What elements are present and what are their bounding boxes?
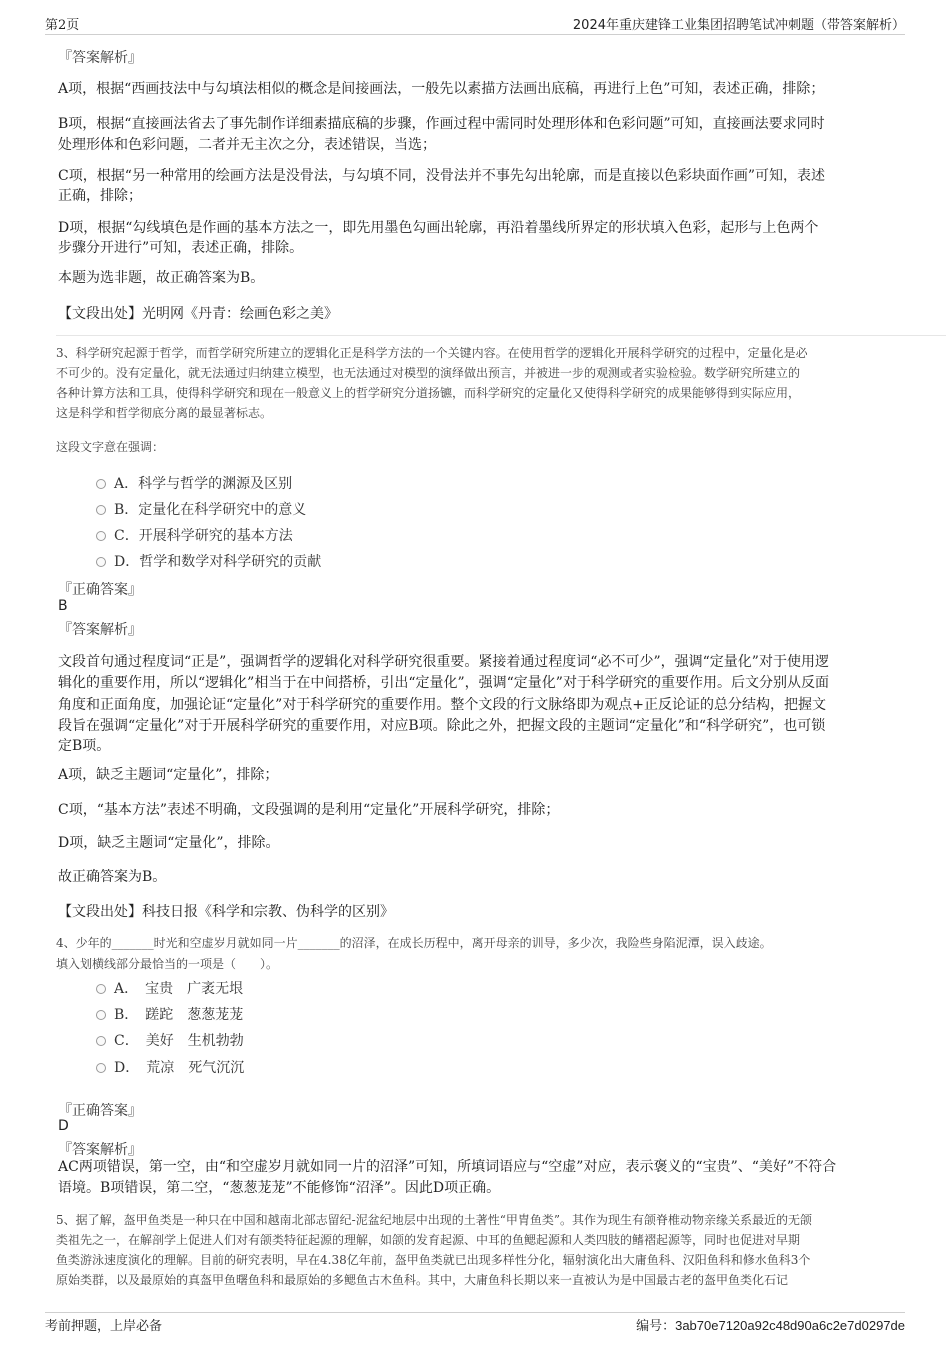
q2-source: 【文段出处】光明网《丹青：绘画色彩之美》 <box>58 306 338 322</box>
q3-analysis-line: 定B项。 <box>58 738 111 754</box>
q4-correct-answer: D <box>58 1118 69 1134</box>
radio-icon[interactable] <box>96 557 106 567</box>
q2-analysis-label: 『答案解析』 <box>58 50 142 66</box>
document-title: 2024年重庆建锋工业集团招聘笔试冲刺题（带答案解析） <box>572 18 905 33</box>
document-id-label: 编号： <box>636 1319 676 1334</box>
radio-icon[interactable] <box>96 531 106 541</box>
q2-analysis-d-line1: D项，根据“勾线填色是作画的基本方法之一，即先用墨色勾画出轮廓，再沿着墨线所界定的形状填入色彩，起形与上色两个 <box>58 220 819 236</box>
option-label: C．开展科学研究的基本方法 <box>114 528 293 544</box>
q5-stem-line: 原始类群，以及最原始的真盔甲鱼曙鱼科和最原始的多鳃鱼古木鱼科。其中，大庸鱼科长期以来一直被认为是中国最古老的盔甲鱼类化石记 <box>56 1273 789 1287</box>
q2-analysis-b-line1: B项，根据“直接画法省去了事先制作详细素描底稿的步骤，作画过程中需同时处理形体和色彩问题”可知，直接画法要求同时 <box>58 116 825 132</box>
q3-source: 【文段出处】科技日报《科学和宗教、伪科学的区别》 <box>58 904 394 920</box>
option-label: D．哲学和数学对科学研究的贡献 <box>114 554 322 570</box>
option-label: D． 荒凉 死气沉沉 <box>114 1060 245 1076</box>
q2-analysis-d-line2: 步骤分开进行”可知，表述正确，排除。 <box>58 240 304 256</box>
q3-analysis-a: A项，缺乏主题词“定量化”，排除； <box>58 767 279 783</box>
radio-icon[interactable] <box>96 479 106 489</box>
q5-stem-line: 5、据了解，盔甲鱼类是一种只在中国和越南北部志留纪-泥盆纪地层中出现的土著性“甲胄鱼类”。其作为现生有颌脊椎动物亲缘关系最近的无颌 <box>56 1213 812 1227</box>
radio-icon[interactable] <box>96 984 106 994</box>
option-label: A．科学与哲学的渊源及区别 <box>114 476 293 492</box>
q2-analysis-c-line2: 正确，排除； <box>58 188 142 204</box>
q4-option-d[interactable] <box>96 1057 244 1077</box>
radio-icon[interactable] <box>96 1036 106 1046</box>
divider <box>56 335 946 336</box>
option-label: A． 宝贵 广袤无垠 <box>114 981 244 997</box>
q3-stem-line: 不可少的。没有定量化，就无法通过归纳建立模型，也无法通过对模型的演绎做出预言，并被进一步的观测或者实验检验。数学研究所建立的 <box>56 366 801 380</box>
q4-stem: 4、少年的_______时光和空虚岁月就如同一片_______的沼泽，在成长历程中，离开母亲的训导，多少次，我险些身陷泥潭，误入歧途。 <box>56 936 772 950</box>
document-id <box>636 1315 905 1334</box>
q4-correct-label: 『正确答案』 <box>58 1103 142 1119</box>
q3-analysis-c: C项，“基本方法”表述不明确，文段强调的是利用“定量化”开展科学研究，排除； <box>58 802 560 818</box>
q3-conclusion: 故正确答案为B。 <box>58 869 167 885</box>
q2-analysis-c-line1: C项，根据“另一种常用的绘画方法是没骨法，与勾填不同，没骨法并不事先勾出轮廓，而是直接以色彩块面作画”可知，表述 <box>58 168 826 184</box>
q3-prompt: 这段文字意在强调： <box>56 440 165 454</box>
q3-option-b[interactable] <box>96 499 306 519</box>
q4-prompt: 填入划横线部分最恰当的一项是（ ）。 <box>56 957 279 971</box>
q3-analysis-line: 文段首句通过程度词“正是”，强调哲学的逻辑化对科学研究很重要。紧接着通过程度词“必不可少”，强调“定量化”对于使用逻 <box>58 654 829 670</box>
option-label: C． 美好 生机勃勃 <box>114 1033 244 1049</box>
page-number: 第2页 <box>45 18 80 33</box>
q3-stem-line: 3、科学研究起源于哲学，而哲学研究所建立的逻辑化正是科学方法的一个关键内容。在使用哲学的逻辑化开展科学研究的过程中，定量化是必 <box>56 346 808 360</box>
q3-analysis-line: 角度和正面角度，加强论证“定量化”对于科学研究的重要作用。整个文段的行文脉络即为观点+正反论证的总分结构，把握文 <box>58 697 827 713</box>
q2-analysis-a: A项，根据“西画技法中与勾填法相似的概念是间接画法，一般先以素描方法画出底稿，再进行上色”可知，表述正确，排除； <box>58 81 825 97</box>
q5-stem-line: 类祖先之一，在解剖学上促进人们对有颌类特征起源的理解，如颌的发育起源、中耳的鱼鳃起源和人类四肢的鳍褶起源等，同时也促进对早期 <box>56 1233 801 1247</box>
q3-option-a[interactable] <box>96 473 292 493</box>
q3-analysis-label: 『答案解析』 <box>58 622 142 638</box>
radio-icon[interactable] <box>96 505 106 515</box>
q3-analysis-d: D项，缺乏主题词“定量化”，排除。 <box>58 835 280 851</box>
q2-analysis-b-line2: 处理形体和色彩问题，二者并无主次之分，表述错误，当选； <box>58 137 436 153</box>
q4-option-c[interactable] <box>96 1030 244 1050</box>
q3-stem-line: 各种计算方法和工具，使得科学研究和现在一般意义上的哲学研究分道扬镳，而科学研究的定量化又使得科学研究的成果能够得到实际应用， <box>56 386 801 400</box>
q3-stem-line: 这是科学和哲学彻底分离的最显著标志。 <box>56 406 273 420</box>
q4-analysis-line: 语境。B项错误，第二空，“葱葱茏茏”不能修饰“沼泽”。因此D项正确。 <box>58 1180 501 1196</box>
page-footer <box>45 1312 905 1333</box>
q3-analysis-line: 段旨在强调“定量化”对于开展科学研究的重要作用，对应B项。除此之外，把握文段的主题词“定量化”和“科学研究”，也可锁 <box>58 718 826 734</box>
q3-correct-label: 『正确答案』 <box>58 582 142 598</box>
q4-option-a[interactable] <box>96 978 243 998</box>
option-label: B． 蹉跎 葱葱茏茏 <box>114 1007 244 1023</box>
document-id-value: 3ab70e7120a92c48d90a6c2e7d0297de <box>675 1318 905 1333</box>
q4-option-b[interactable] <box>96 1004 243 1024</box>
radio-icon[interactable] <box>96 1063 106 1073</box>
footer-slogan: 考前押题，上岸必备 <box>45 1319 163 1334</box>
q4-analysis-line: AC两项错误，第一空，由“和空虚岁月就如同一片的沼泽”可知，所填词语应与“空虚”对应，表示褒义的“宝贵”、“美好”不符合 <box>58 1159 837 1175</box>
q2-conclusion: 本题为选非题，故正确答案为B。 <box>58 270 265 286</box>
q3-analysis-line: 辑化的重要作用，所以“逻辑化”相当于在中间搭桥，引出“定量化”，强调“定量化”对于科学研究的重要作用。后文分别从反面 <box>58 675 829 691</box>
q3-option-c[interactable] <box>96 525 293 545</box>
q4-analysis-label: 『答案解析』 <box>58 1142 142 1158</box>
page-header <box>45 14 905 35</box>
option-label: B．定量化在科学研究中的意义 <box>114 502 307 518</box>
q3-correct-answer: B <box>58 598 68 614</box>
q3-option-d[interactable] <box>96 551 321 571</box>
q5-stem-line: 鱼类游泳速度演化的理解。目前的研究表明，早在4.38亿年前，盔甲鱼类就已出现多样性分化，辐射演化出大庸鱼科、汉阳鱼科和修水鱼科3个 <box>56 1253 811 1267</box>
radio-icon[interactable] <box>96 1010 106 1020</box>
